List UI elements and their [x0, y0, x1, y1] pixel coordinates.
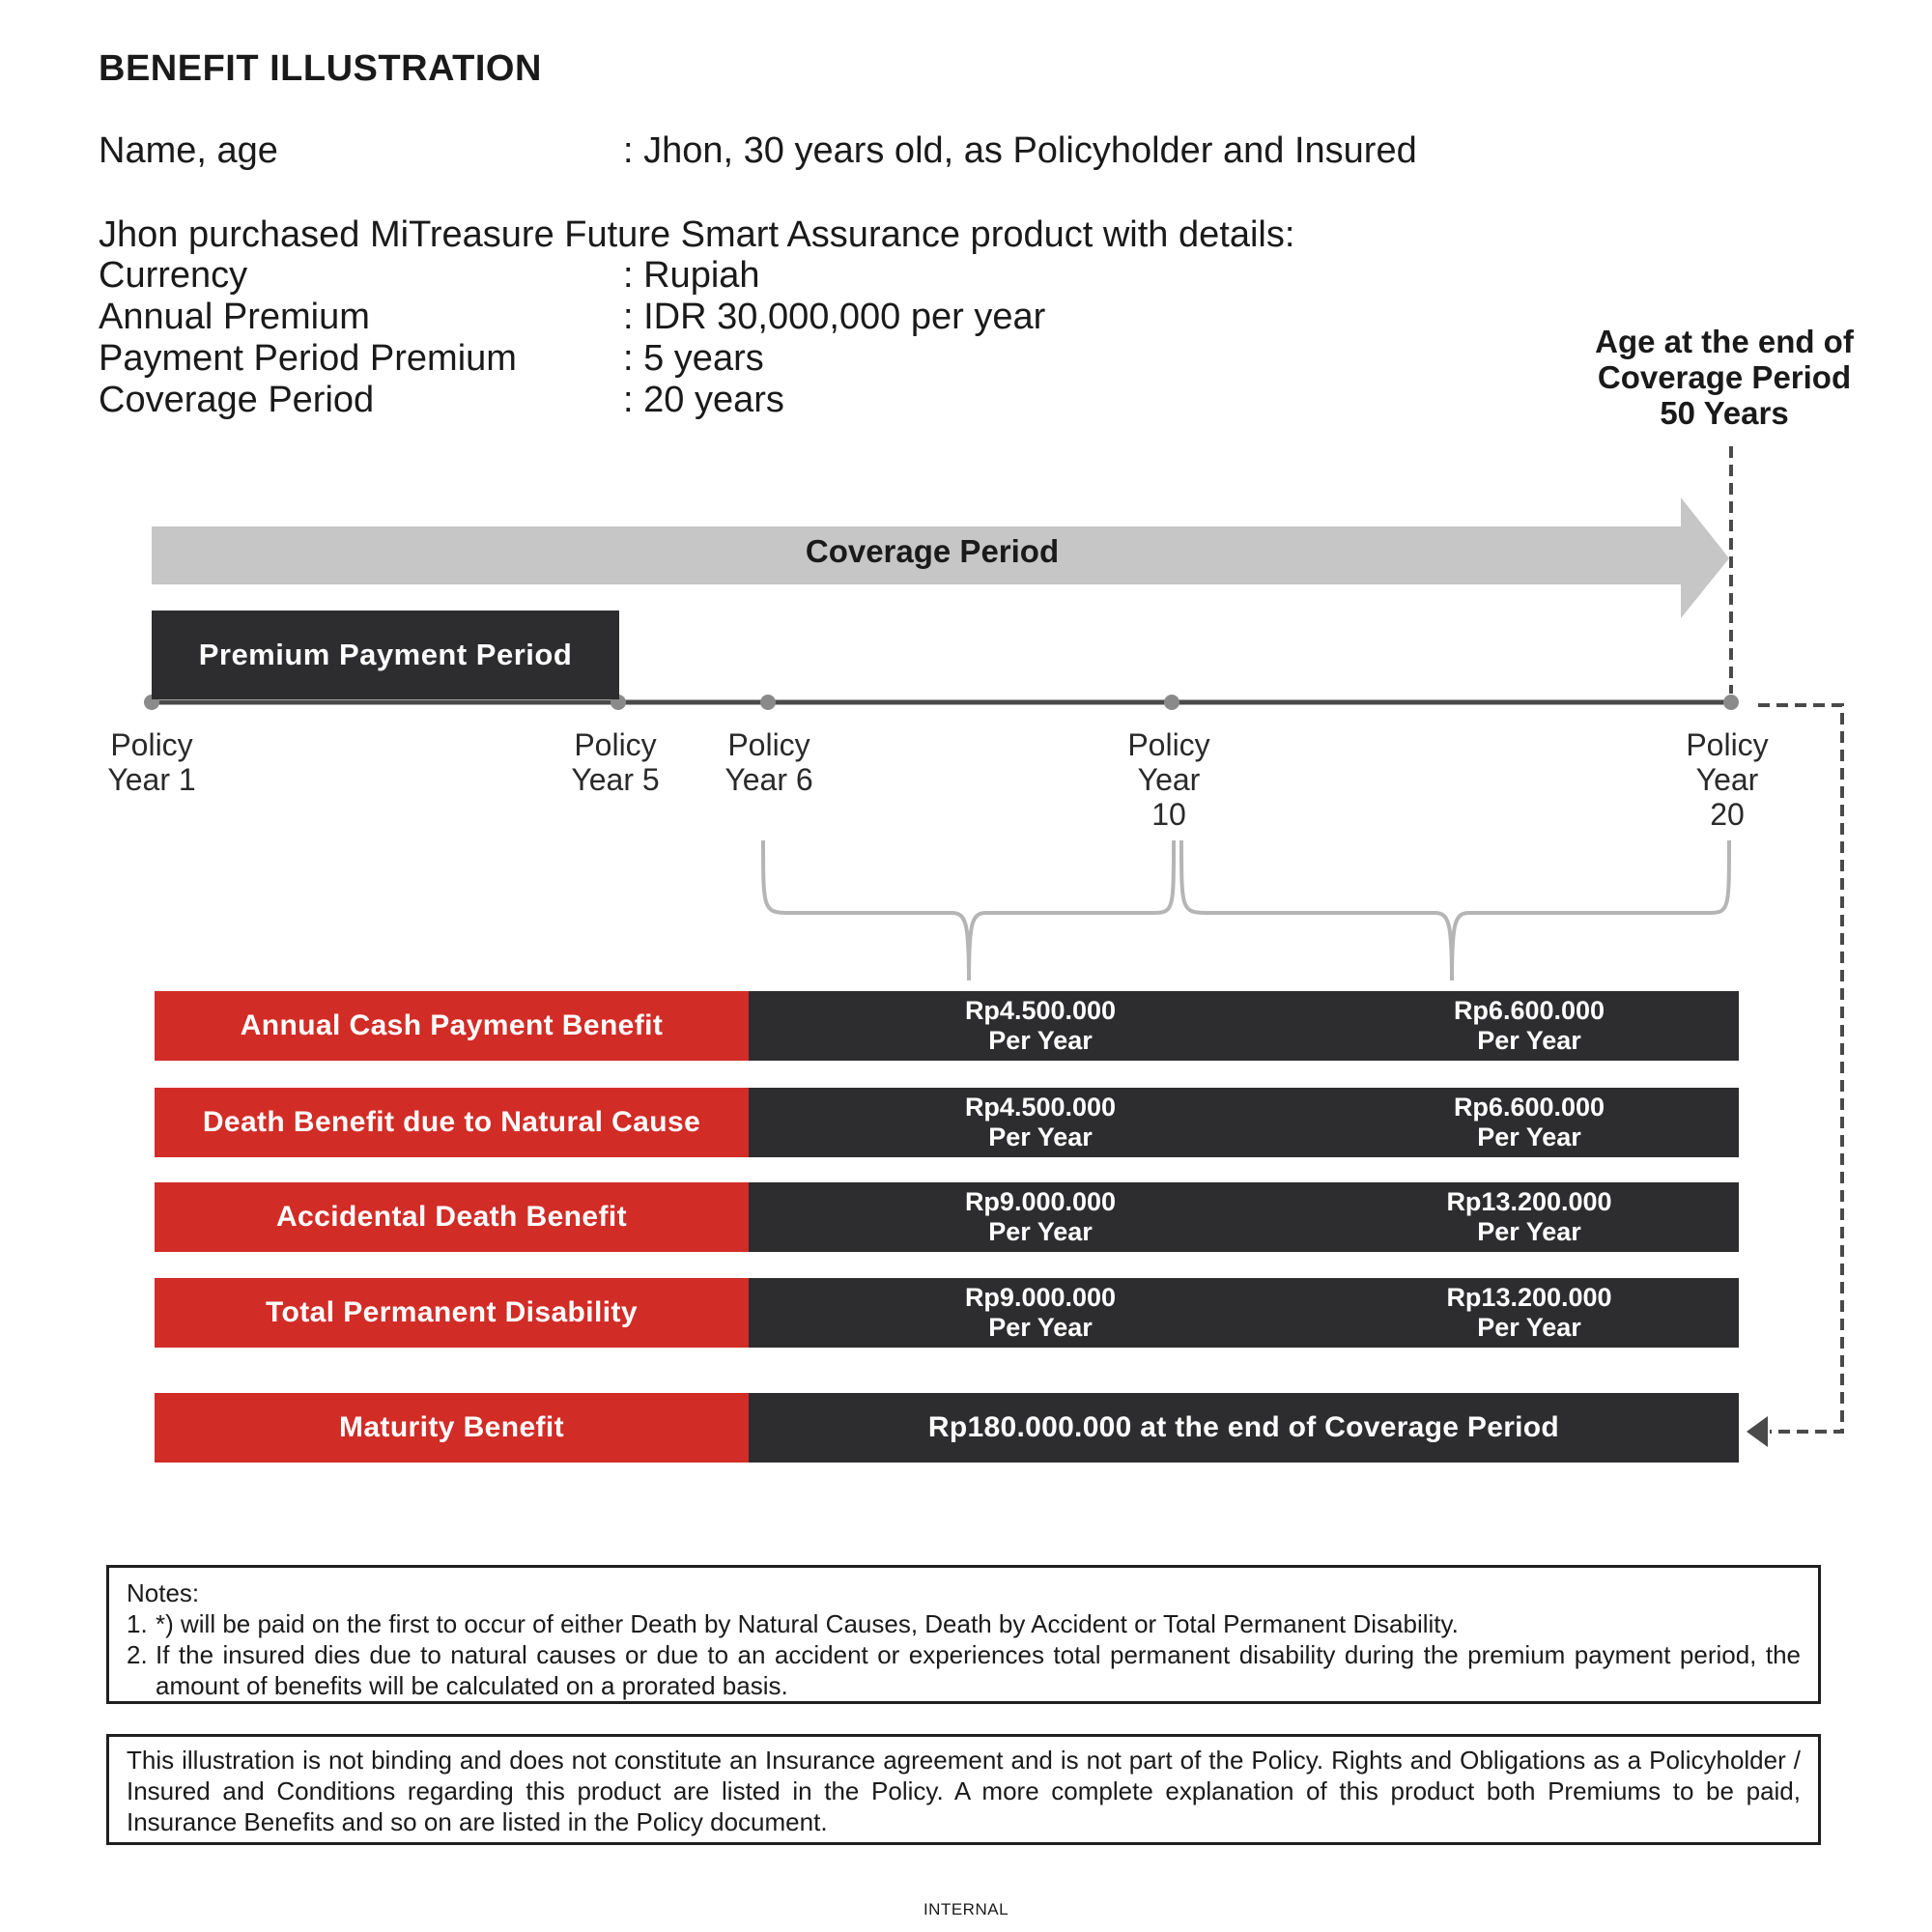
coverage-period-label: Coverage Period — [99, 380, 375, 420]
benefit-period: Per Year — [988, 1122, 1093, 1151]
note-item — [127, 1639, 1801, 1701]
benefit-row-permanent-disability — [155, 1278, 1739, 1348]
policy-year-10-line1: Policy — [1127, 727, 1210, 762]
benefit-value-years-6-10 — [838, 991, 1243, 1061]
currency-value: : Rupiah — [623, 255, 760, 296]
product-intro: Jhon purchased MiTreasure Future Smart Assurance product with details: — [99, 214, 1295, 255]
benefit-value-years-6-10 — [838, 1182, 1243, 1252]
benefit-amount: Rp4.500.000 — [964, 1093, 1117, 1122]
age-at-end-line3: 50 Years — [1660, 395, 1789, 431]
benefit-row-annual-cash — [155, 991, 1739, 1061]
benefit-amount: Rp4.500.000 — [964, 996, 1117, 1025]
name-age-value: : Jhon, 30 years old, as Policyholder and Insured — [623, 130, 1417, 171]
benefit-amount: Rp13.200.000 — [1446, 1283, 1612, 1312]
coverage-period-value: : 20 years — [623, 380, 784, 420]
benefit-label-permanent-disability: Total Permanent Disability — [155, 1278, 749, 1348]
benefit-values-permanent-disability — [749, 1278, 1739, 1348]
currency-label: Currency — [99, 255, 248, 296]
brace-years-6-10 — [763, 840, 1174, 980]
note-text: *) will be paid on the first to occur of either Death by Natural Causes, Death by Accident or Total Permanent Disability. — [156, 1609, 1459, 1638]
benefit-amount: Rp9.000.000 — [964, 1187, 1117, 1216]
benefit-value-years-6-10 — [838, 1088, 1243, 1157]
payment-period-value: : 5 years — [623, 338, 764, 379]
disclaimer-box — [106, 1734, 1821, 1845]
coverage-period-arrow-label: Coverage Period — [805, 533, 1060, 569]
benefit-values-annual-cash — [749, 991, 1739, 1061]
policy-year-20-line3: 20 — [1710, 797, 1745, 832]
brace-years-10-20 — [1181, 840, 1729, 980]
policy-year-5-line1: Policy — [574, 727, 657, 762]
footer-classification: INTERNAL — [923, 1900, 1009, 1918]
benefit-label-annual-cash: Annual Cash Payment Benefit — [155, 991, 749, 1061]
benefit-value-years-11-20 — [1326, 1182, 1732, 1252]
note-item — [127, 1608, 1801, 1639]
benefit-label-natural-death: Death Benefit due to Natural Cause — [155, 1088, 749, 1157]
notes-heading: Notes: — [127, 1578, 200, 1607]
benefit-amount: Rp13.200.000 — [1446, 1187, 1612, 1216]
age-at-end-line1: Age at the end of — [1595, 324, 1854, 359]
benefit-amount: Rp9.000.000 — [964, 1283, 1117, 1312]
policy-year-1-line1: Policy — [110, 727, 193, 762]
benefit-row-accidental-death — [155, 1182, 1739, 1252]
note-number: 2. — [127, 1640, 148, 1669]
benefit-period: Per Year — [1477, 1217, 1581, 1246]
policy-year-6-line1: Policy — [727, 727, 810, 762]
annual-premium-label: Annual Premium — [99, 297, 370, 337]
benefit-period: Per Year — [988, 1217, 1093, 1246]
benefit-period: Per Year — [988, 1026, 1093, 1055]
policy-year-6-label — [701, 727, 837, 797]
benefit-values-accidental-death — [749, 1182, 1739, 1252]
benefit-value-years-11-20 — [1326, 1088, 1732, 1157]
benefit-row-natural-death — [155, 1088, 1739, 1157]
maturity-arrow-head — [1747, 1416, 1768, 1447]
timeline-dot-year10 — [1164, 695, 1179, 710]
benefit-value-years-6-10 — [838, 1278, 1243, 1348]
benefit-label-maturity: Maturity Benefit — [155, 1393, 749, 1463]
benefit-amount: Rp6.600.000 — [1453, 996, 1605, 1025]
page-title: BENEFIT ILLUSTRATION — [99, 48, 542, 89]
benefit-label-accidental-death: Accidental Death Benefit — [155, 1182, 749, 1252]
notes-box — [106, 1565, 1821, 1704]
benefit-values-natural-death — [749, 1088, 1739, 1157]
policy-year-10-label — [1101, 727, 1236, 832]
note-number: 1. — [127, 1609, 148, 1638]
policy-year-20-line2: Year — [1695, 762, 1759, 797]
timeline-dot-year6 — [760, 695, 776, 710]
benefit-row-maturity — [155, 1393, 1739, 1463]
policy-year-20-line1: Policy — [1686, 727, 1769, 762]
policy-year-10-line2: Year — [1137, 762, 1201, 797]
benefit-value-maturity: Rp180.000.000 at the end of Coverage Period — [749, 1393, 1739, 1463]
policy-year-5-line2: Year 5 — [571, 762, 660, 797]
benefit-period: Per Year — [1477, 1026, 1581, 1055]
timeline-dot-year20 — [1723, 695, 1739, 710]
policy-year-5-label — [548, 727, 683, 797]
policy-year-6-line2: Year 6 — [724, 762, 813, 797]
premium-payment-period-box: Premium Payment Period — [152, 611, 619, 699]
name-age-label: Name, age — [99, 130, 278, 171]
annual-premium-value: : IDR 30,000,000 per year — [623, 297, 1046, 337]
benefit-value-years-11-20 — [1326, 991, 1732, 1061]
benefit-period: Per Year — [988, 1313, 1093, 1342]
policy-year-10-line3: 10 — [1151, 797, 1186, 832]
benefit-amount: Rp6.600.000 — [1453, 1093, 1605, 1122]
policy-year-1-line2: Year 1 — [107, 762, 196, 797]
payment-period-label: Payment Period Premium — [99, 338, 517, 379]
policy-year-20-label — [1660, 727, 1795, 832]
policy-year-1-label — [84, 727, 219, 797]
disclaimer-text: This illustration is not binding and does not constitute an Insurance agreement and is not part of the Policy. Rights and Obligations as a Policyholder / Insured and Conditions regarding this product are listed in the Policy. A more complete explanation of this product both Premiums to be paid, Insurance Benefits and so on are listed in the Policy document. — [127, 1746, 1801, 1836]
benefit-value-years-11-20 — [1326, 1278, 1732, 1348]
note-text: If the insured dies due to natural causes or due to an accident or experiences total permanent disability during the premium payment period, the amount of benefits will be calculated on a prorated basis. — [156, 1640, 1801, 1700]
benefit-period: Per Year — [1477, 1313, 1581, 1342]
benefit-period: Per Year — [1477, 1122, 1581, 1151]
age-at-end-line2: Coverage Period — [1597, 359, 1852, 395]
